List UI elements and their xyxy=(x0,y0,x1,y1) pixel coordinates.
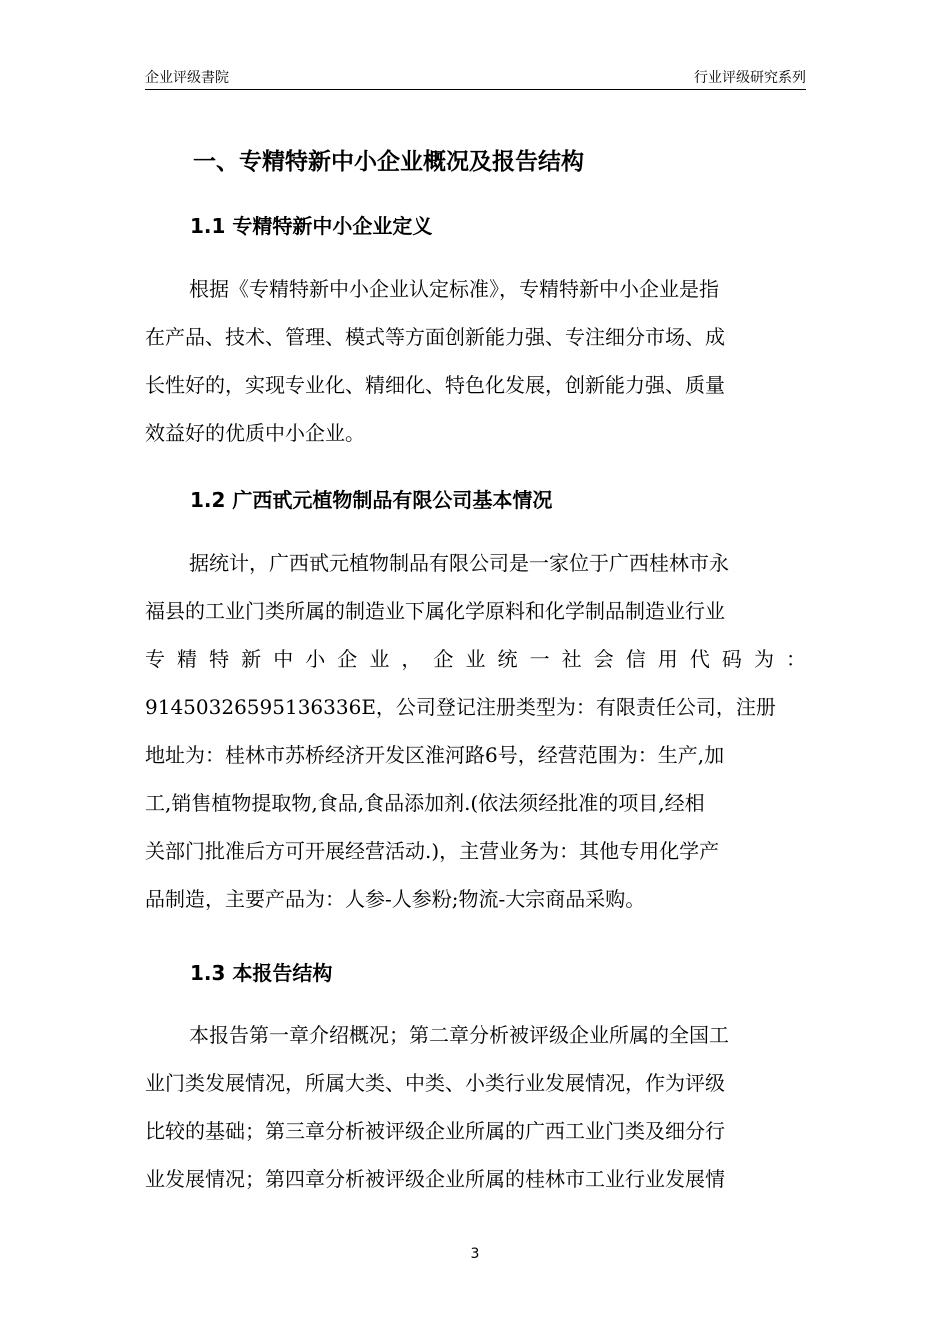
paragraph-line: 业门类发展情况，所属大类、中类、小类行业发展情况，作为评级 xyxy=(145,1071,725,1095)
paragraph-line: 地址为：桂林市苏桥经济开发区淮河路6号，经营范围为：生产,加 xyxy=(145,743,725,767)
section-1-1-heading: 1.1 专精特新中小企业定义 xyxy=(190,214,433,238)
section-1-2-heading: 1.2 广西甙元植物制品有限公司基本情况 xyxy=(190,488,553,512)
header-right-title: 行业评级研究系列 xyxy=(694,70,806,86)
section-1-3-paragraph xyxy=(145,1011,806,1203)
section-1-3-heading: 1.3 本报告结构 xyxy=(190,961,333,985)
page-header xyxy=(145,67,806,90)
paragraph-line: 关部门批准后方可开展经营活动.)，主营业务为：其他专用化学产 xyxy=(145,839,720,863)
paragraph-line: 福县的工业门类所属的制造业下属化学原料和化学制品制造业行业 xyxy=(145,599,725,623)
header-left-title: 企业评级書院 xyxy=(145,70,229,86)
paragraph-line: 根据《专精特新中小企业认定标准》，专精特新中小企业是指 xyxy=(189,277,719,301)
paragraph-line: 品制造，主要产品为：人参-人参粉;物流-大宗商品采购。 xyxy=(145,887,646,911)
paragraph-line: 比较的基础；第三章分析被评级企业所属的广西工业门类及细分行 xyxy=(145,1119,725,1143)
paragraph-line: 专精特新中小企业，企业统一社会信用代码为： xyxy=(145,647,806,671)
paragraph-line: 在产品、技术、管理、模式等方面创新能力强、专注细分市场、成 xyxy=(145,325,725,349)
paragraph-line: 业发展情况；第四章分析被评级企业所属的桂林市工业行业发展情 xyxy=(145,1167,725,1191)
paragraph-line: 91450326595136336E，公司登记注册类型为：有限责任公司，注册 xyxy=(145,695,776,719)
paragraph-line: 工,销售植物提取物,食品,食品添加剂.(依法须经批准的项目,经相 xyxy=(145,791,705,815)
page-number: 3 xyxy=(470,1246,480,1262)
paragraph-line: 据统计，广西甙元植物制品有限公司是一家位于广西桂林市永 xyxy=(189,551,729,575)
section-1-2-paragraph xyxy=(145,539,806,923)
section-1-1-paragraph xyxy=(145,265,806,457)
paragraph-line: 长性好的，实现专业化、精细化、特色化发展，创新能力强、质量 xyxy=(145,373,725,397)
paragraph-line: 本报告第一章介绍概况；第二章分析被评级企业所属的全国工 xyxy=(189,1023,729,1047)
paragraph-line: 效益好的优质中小企业。 xyxy=(145,421,365,445)
section-1-heading: 一、专精特新中小企业概况及报告结构 xyxy=(193,149,584,175)
